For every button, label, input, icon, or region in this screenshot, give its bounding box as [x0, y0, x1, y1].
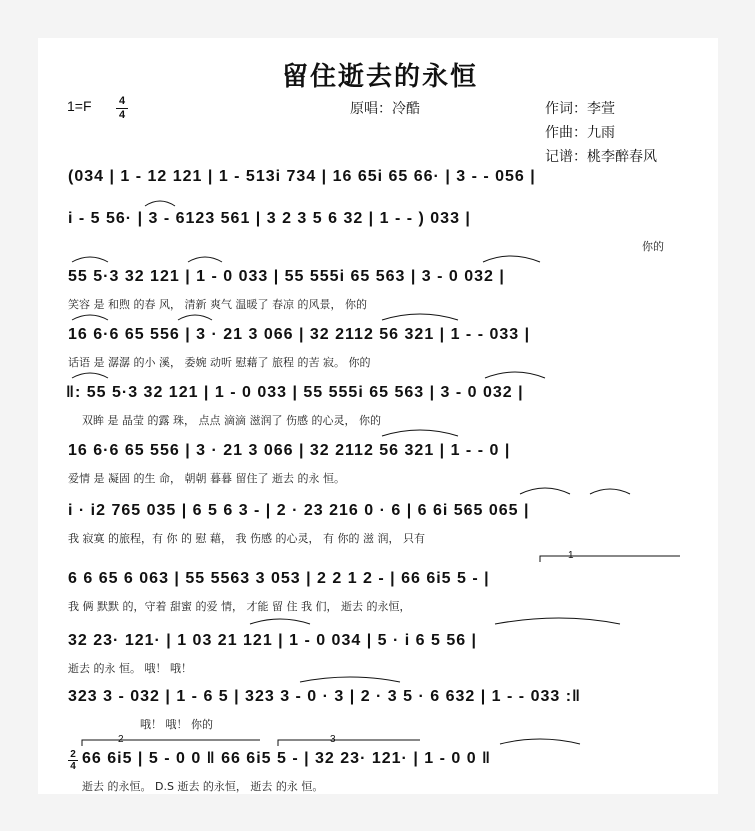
score-row-notes: i - 5 56· | 3 - 6123 561 | 3 2 3 5 6 32 | 1 - - ) 033 |	[68, 210, 471, 227]
score-row-lyrics: 逝去 的永恒。 D.S 逝去 的永恒， 逝去 的永 恒。	[82, 780, 324, 793]
score-row-lyrics: 我 俩 默默 的，守着 甜蜜 的爱 情， 才能 留 住 我 们， 逝去 的永恒，	[68, 600, 411, 613]
volta-label: 2	[118, 734, 124, 745]
score-row-notes: (034 | 1 - 12 121 | 1 - 513i 734 | 16 65i 65 66· | 3 - - 056 |	[68, 168, 536, 185]
score-row-notes: 323 3 - 032 | 1 - 6 5 | 323 3 - 0 · 3 | 2 · 3 5 · 6 632 | 1 - - 033 :‖	[68, 688, 581, 705]
score-row-notes: 66 6i5 | 5 - 0 0 ‖ 66 6i5 5 - | 32 23· 121· | 1 - 0 0 ‖	[82, 750, 491, 767]
score-row-notes: 6 6 65 6 063 | 55 5563 3 053 | 2 2 1 2 - | 66 6i5 5 - |	[68, 570, 490, 587]
score-row-notes: 16 6·6 65 556 | 3 · 21 3 066 | 32 2112 56 321 | 1 - - 033 |	[68, 326, 531, 343]
score-row-lyrics: 我 寂寞 的旅程，有 你 的 慰 藉， 我 伤感 的心灵， 有 你的 滋 润， 只有	[68, 532, 425, 545]
score-row-notes: 16 6·6 65 556 | 3 · 21 3 066 | 32 2112 56 321 | 1 - - 0 |	[68, 442, 511, 459]
score-row-notes: ‖: 55 5·3 32 121 | 1 - 0 033 | 55 555i 65 563 | 3 - 0 032 |	[66, 384, 524, 401]
score-row-lyrics: 话语 是 潺潺 的小 溪， 委婉 动听 慰藉了 旅程 的苦 寂。 你的	[68, 356, 371, 369]
score-row-lyrics: 逝去 的永 恒。 哦！ 哦！	[68, 662, 192, 675]
final-row-time-signature: 2 4	[68, 750, 78, 771]
time-signature-top: 4	[118, 95, 126, 107]
score-row-lyrics: 你的	[642, 240, 664, 253]
score-row-lyrics: 双眸 是 晶莹 的露 珠， 点点 滴滴 滋润了 伤感 的心灵， 你的	[82, 414, 381, 427]
time-signature	[116, 96, 128, 121]
lyricist-credit: 作词：李萱	[545, 101, 615, 117]
song-title: 留住逝去的永恒	[282, 62, 479, 92]
composer-credit: 作曲：九雨	[545, 125, 615, 141]
transcriber-credit: 记谱：桃李醉春风	[545, 149, 657, 165]
score-row-lyrics: 哦！ 哦！ 你的	[140, 718, 213, 731]
volta-label: 1	[568, 550, 574, 561]
score-row-notes: i · i2 765 035 | 6 5 6 3 - | 2 · 23 216 0 · 6 | 6 6i 565 065 |	[68, 502, 530, 519]
score-row-notes: 32 23· 121· | 1 03 21 121 | 1 - 0 034 | 5 · i 6 5 56 |	[68, 632, 478, 649]
time-signature-bottom: 4	[118, 109, 126, 121]
score-row-lyrics: 爱情 是 凝固 的生 命， 朝朝 暮暮 留住了 逝去 的永 恒。	[68, 472, 345, 485]
score-row-lyrics: 笑容 是 和煦 的春 风， 清新 爽气 温暖了 春凉 的风景， 你的	[68, 298, 367, 311]
volta-label: 3	[330, 734, 336, 745]
key-signature: 1=F	[67, 98, 92, 114]
original-singer: 原唱：冷酷	[350, 101, 420, 117]
score-row-notes: 55 5·3 32 121 | 1 - 0 033 | 55 555i 65 563 | 3 - 0 032 |	[68, 268, 505, 285]
